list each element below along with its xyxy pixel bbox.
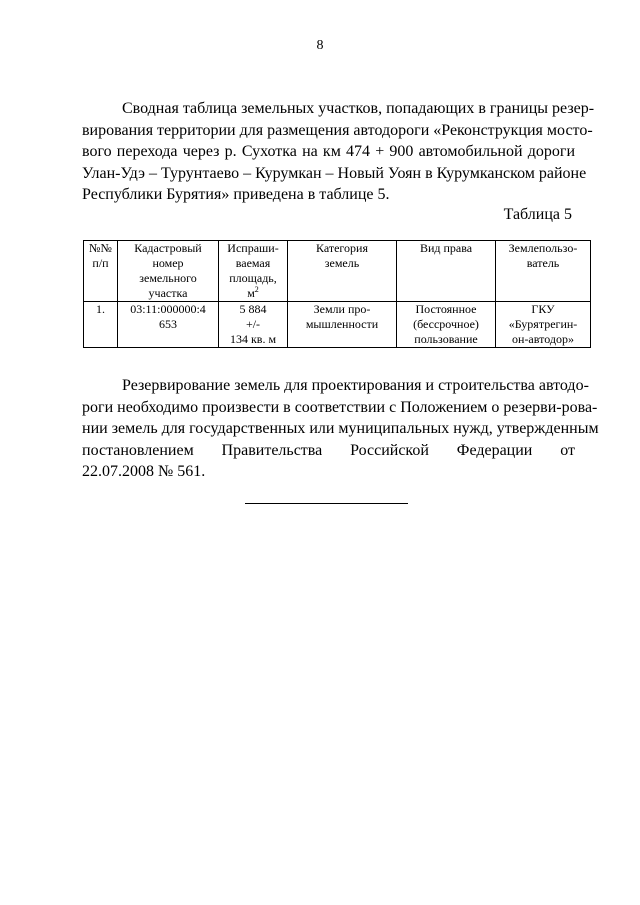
table-header-row [84, 241, 591, 302]
cell-cadastral: 03:11:000000:4 653 [118, 302, 219, 348]
intro-line: вирования территории для размещения автодороги «Реконструкция мосто- [82, 121, 593, 139]
closing-paragraph [82, 375, 599, 483]
table-row [84, 302, 591, 348]
intro-line: вого перехода через р. Сухотка на км 474 + 900 автомобильной дороги [82, 143, 575, 160]
header-cell-number: №№ п/п [84, 241, 118, 302]
header-cell-category: Категория земель [288, 241, 397, 302]
closing-line: Резервирование земель для проектирования и строительства автодо- [122, 377, 589, 394]
cell-land-user: ГКУ «Бурятрегин- он-автодор» [496, 302, 591, 348]
cell-right-type: Постоянное (бессрочное) пользование [397, 302, 496, 348]
intro-paragraph [82, 98, 595, 206]
closing-line: постановлением Правительства Российской Федерации от [82, 441, 575, 459]
table-caption: Таблица 5 [503, 206, 572, 223]
signature-line [245, 503, 408, 504]
cell-number: 1. [84, 302, 118, 348]
header-cell-cadastral: Кадастровый номер земельного участка [118, 241, 219, 302]
page-number: 8 [316, 38, 324, 53]
closing-line: нии земель для государственных или муниципальных нужд, утвержденным [82, 420, 599, 437]
intro-line: Улан-Удэ – Турунтаево – Курумкан – Новый Уоян в Курумканском районе [82, 164, 587, 182]
closing-line: роги необходимо произвести в соответствии с Положением о резерви-рова- [82, 398, 598, 416]
intro-line: Сводная таблица земельных участков, попадающих в границы резер- [122, 100, 595, 117]
header-cell-land-user: Землепользо- ватель [496, 241, 591, 302]
intro-line: Республики Бурятия» приведена в таблице 5. [82, 186, 390, 203]
header-cell-right-type: Вид права [397, 241, 496, 302]
cell-area: 5 884 +/- 134 кв. м [219, 302, 288, 348]
closing-line: 22.07.2008 № 561. [82, 463, 206, 480]
cell-category: Земли про- мышленности [288, 302, 397, 348]
land-plots-table [83, 240, 591, 348]
header-cell-area: Испраши- ваемая площадь, $м^2$ [219, 241, 288, 302]
